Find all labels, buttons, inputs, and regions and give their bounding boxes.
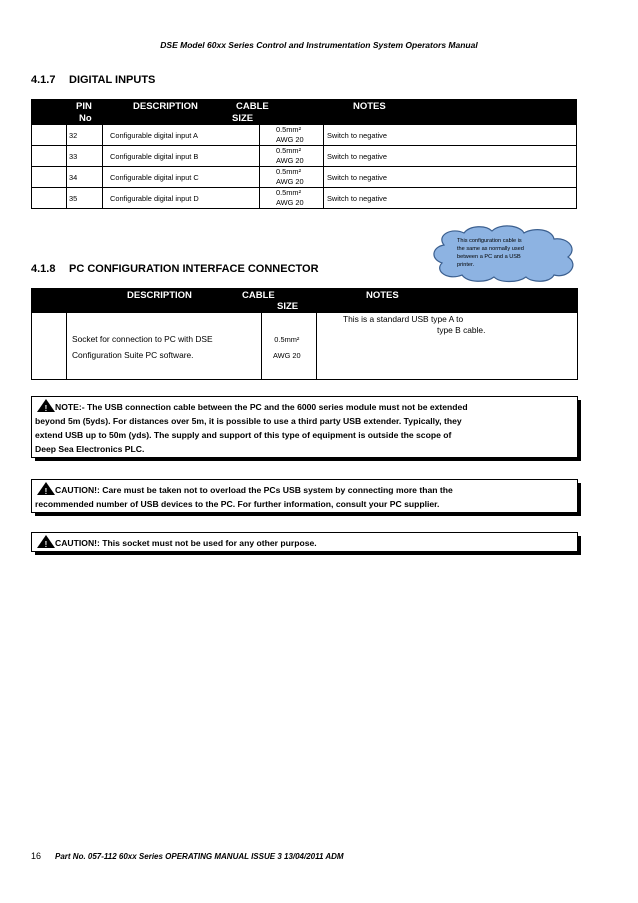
col-description: DESCRIPTION	[127, 290, 192, 301]
description-line: Configuration Suite PC software.	[72, 350, 194, 360]
table-row	[31, 146, 577, 167]
pin-cell: 32	[69, 131, 78, 140]
notes-line: This is a standard USB type A to	[343, 314, 464, 324]
note-box	[31, 396, 578, 458]
description-cell: Configurable digital input A	[110, 131, 198, 140]
caution-line: recommended number of USB devices to the PC. For further information, consult your PC supplier.	[35, 499, 440, 509]
warning-icon	[37, 482, 55, 495]
pin-cell: 33	[69, 152, 78, 161]
table-header	[31, 99, 577, 125]
cable-size-line: AWG 20	[276, 198, 304, 207]
col-description: DESCRIPTION	[133, 101, 198, 112]
section-heading-pc-config	[31, 263, 319, 275]
cable-size-line: AWG 20	[276, 135, 304, 144]
digital-inputs-table	[31, 99, 577, 209]
svg-text:!: !	[44, 404, 48, 412]
description-line: Socket for connection to PC with DSE	[72, 334, 213, 344]
col-cable-size: SIZE	[277, 301, 299, 312]
table-row	[31, 313, 578, 380]
note-line: beyond 5m (5yds). For distances over 5m, it is possible to use a third party USB extender. Typically, they	[35, 416, 462, 426]
pc-config-table	[31, 288, 578, 380]
cable-line: 0.5mm²	[274, 335, 300, 344]
cable-size-line: 0.5mm²	[276, 167, 302, 176]
table-row	[31, 167, 577, 188]
row-cable-size	[273, 332, 301, 364]
callout-text	[457, 237, 547, 269]
cable-size-line: AWG 20	[276, 156, 304, 165]
notes-line: type B cable.	[437, 325, 486, 335]
svg-text:!: !	[44, 487, 48, 495]
cable-line: AWG 20	[273, 351, 301, 360]
col-pin-no: No	[79, 113, 92, 124]
section-heading-digital-inputs	[31, 74, 155, 86]
pin-cell: 34	[69, 173, 78, 182]
description-cell: Configurable digital input B	[110, 152, 199, 161]
col-cable: CABLE	[236, 101, 269, 112]
description-cell: Configurable digital input D	[110, 194, 199, 203]
cable-size-line: 0.5mm²	[276, 188, 302, 197]
section-number: 4.1.7	[31, 74, 56, 86]
col-notes: NOTES	[366, 290, 399, 301]
notes-cell: Switch to negative	[327, 152, 387, 161]
callout-line: between a PC and a USB	[457, 254, 521, 260]
notes-cell: Switch to negative	[327, 173, 387, 182]
page-header-title: DSE Model 60xx Series Control and Instrumentation System Operators Manual	[160, 40, 478, 50]
page-number: 16	[31, 851, 42, 861]
notes-cell: Switch to negative	[327, 131, 387, 140]
callout-line: the same as normally used	[457, 246, 524, 252]
col-cable-size: SIZE	[232, 113, 254, 124]
section-title: DIGITAL INPUTS	[69, 74, 156, 86]
notes-cell: Switch to negative	[327, 194, 387, 203]
pin-cell: 35	[69, 194, 78, 203]
warning-icon	[37, 399, 55, 412]
callout-line: printer.	[457, 262, 475, 268]
row-notes	[343, 314, 485, 336]
caution-line: CAUTION!: Care must be taken not to overload the PCs USB system by connecting more than the	[55, 485, 453, 495]
note-line: extend USB up to 50m (yds). The supply and support of this type of equipment is outside the scope of	[35, 430, 452, 440]
note-line: NOTE:- The USB connection cable between the PC and the 6000 series module must not be extended	[55, 402, 468, 412]
table-row	[31, 125, 577, 146]
warning-icon	[37, 535, 55, 548]
col-pin: PIN	[76, 101, 92, 112]
page-footer	[31, 851, 344, 861]
section-title: PC CONFIGURATION INTERFACE CONNECTOR	[69, 263, 319, 275]
caution-box-usb-overload	[31, 479, 578, 513]
col-notes: NOTES	[353, 101, 386, 112]
table-row	[31, 188, 577, 209]
callout-line: This configuration cable is	[457, 238, 522, 244]
section-number: 4.1.8	[31, 263, 56, 275]
col-cable: CABLE	[242, 290, 275, 301]
svg-text:!: !	[44, 540, 48, 548]
cable-size-line: 0.5mm²	[276, 146, 302, 155]
caution-box-socket-purpose	[31, 532, 578, 552]
row-description	[72, 331, 213, 363]
note-line: Deep Sea Electronics PLC.	[35, 444, 145, 454]
table-header	[31, 288, 578, 313]
cable-size-line: AWG 20	[276, 177, 304, 186]
part-number-text: Part No. 057-112 60xx Series OPERATING MANUAL ISSUE 3 13/04/2011 ADM	[55, 852, 344, 861]
cable-size-line: 0.5mm²	[276, 125, 302, 134]
description-cell: Configurable digital input C	[110, 173, 199, 182]
caution-line: CAUTION!: This socket must not be used for any other purpose.	[55, 538, 317, 548]
table-body	[31, 125, 577, 209]
